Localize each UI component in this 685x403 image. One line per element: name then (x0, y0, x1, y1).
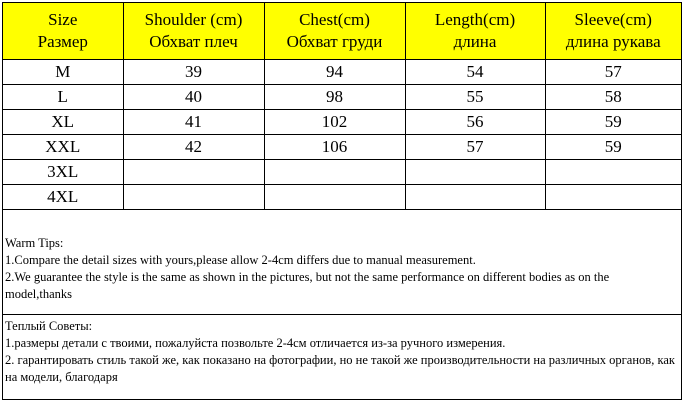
cell-sleeve: 59 (545, 135, 681, 160)
cell-shoulder: 42 (123, 135, 264, 160)
header-sleeve-en: Sleeve(cm) (574, 10, 652, 29)
header-shoulder (123, 3, 264, 60)
cell-shoulder: 40 (123, 85, 264, 110)
warm-tips-line-2: 2.We guarantee the style is the same as shown in the pictures, but not the same performance on different bodies as on the model,thanks (5, 270, 610, 301)
cell-sleeve: 57 (545, 60, 681, 85)
warm-tips-ru-line-1: 1.размеры детали с твоими, пожалуйста позвольте 2-4см отличается из-за ручного измерения. (5, 336, 506, 350)
cell-size: M (3, 60, 123, 85)
cell-length (405, 160, 545, 185)
table-row (3, 85, 681, 110)
cell-shoulder: 41 (123, 110, 264, 135)
header-length (405, 3, 545, 60)
header-sleeve (545, 3, 681, 60)
cell-length: 56 (405, 110, 545, 135)
cell-chest: 94 (264, 60, 405, 85)
header-chest-en: Chest(cm) (299, 10, 370, 29)
table-row (3, 60, 681, 85)
cell-shoulder (123, 185, 264, 210)
warm-tips-title: Warm Tips: (5, 236, 64, 250)
header-size-en: Size (48, 10, 78, 29)
cell-sleeve: 58 (545, 85, 681, 110)
table-row (3, 160, 681, 185)
cell-size: 4XL (3, 185, 123, 210)
header-sleeve-ru: длина рукава (565, 32, 661, 51)
cell-sleeve (545, 185, 681, 210)
size-chart-sheet (2, 2, 682, 400)
table-header-row (3, 3, 681, 60)
cell-chest (264, 160, 405, 185)
warm-tips-ru (3, 316, 681, 399)
cell-length: 57 (405, 135, 545, 160)
cell-sleeve: 59 (545, 110, 681, 135)
header-shoulder-en: Shoulder (cm) (144, 10, 243, 29)
cell-chest: 106 (264, 135, 405, 160)
cell-size: L (3, 85, 123, 110)
cell-size: XL (3, 110, 123, 135)
cell-length: 54 (405, 60, 545, 85)
cell-chest: 102 (264, 110, 405, 135)
cell-size: 3XL (3, 160, 123, 185)
warm-tips-ru-line-2: 2. гарантировать стиль такой же, как показано на фотографии, но не такой же производительности на различных органов, как на модели, благодаря (5, 353, 675, 384)
cell-shoulder (123, 160, 264, 185)
cell-sleeve (545, 160, 681, 185)
header-size (3, 3, 123, 60)
header-chest-ru: Обхват груди (286, 32, 383, 51)
table-row (3, 135, 681, 160)
header-shoulder-ru: Обхват плеч (149, 32, 238, 51)
cell-chest (264, 185, 405, 210)
header-size-ru: Размер (37, 32, 88, 51)
table-row (3, 110, 681, 135)
cell-length: 55 (405, 85, 545, 110)
warm-tips-line-1: 1.Compare the detail sizes with yours,please allow 2-4cm differs due to manual measurement. (5, 253, 476, 267)
size-table (3, 3, 681, 210)
table-row (3, 185, 681, 210)
header-length-en: Length(cm) (434, 10, 516, 29)
cell-shoulder: 39 (123, 60, 264, 85)
cell-length (405, 185, 545, 210)
header-chest (264, 3, 405, 60)
warm-tips-ru-title: Теплый Советы: (5, 319, 93, 333)
warm-tips-en (3, 233, 681, 315)
cell-chest: 98 (264, 85, 405, 110)
cell-size: XXL (3, 135, 123, 160)
header-length-ru: длина (453, 32, 497, 51)
